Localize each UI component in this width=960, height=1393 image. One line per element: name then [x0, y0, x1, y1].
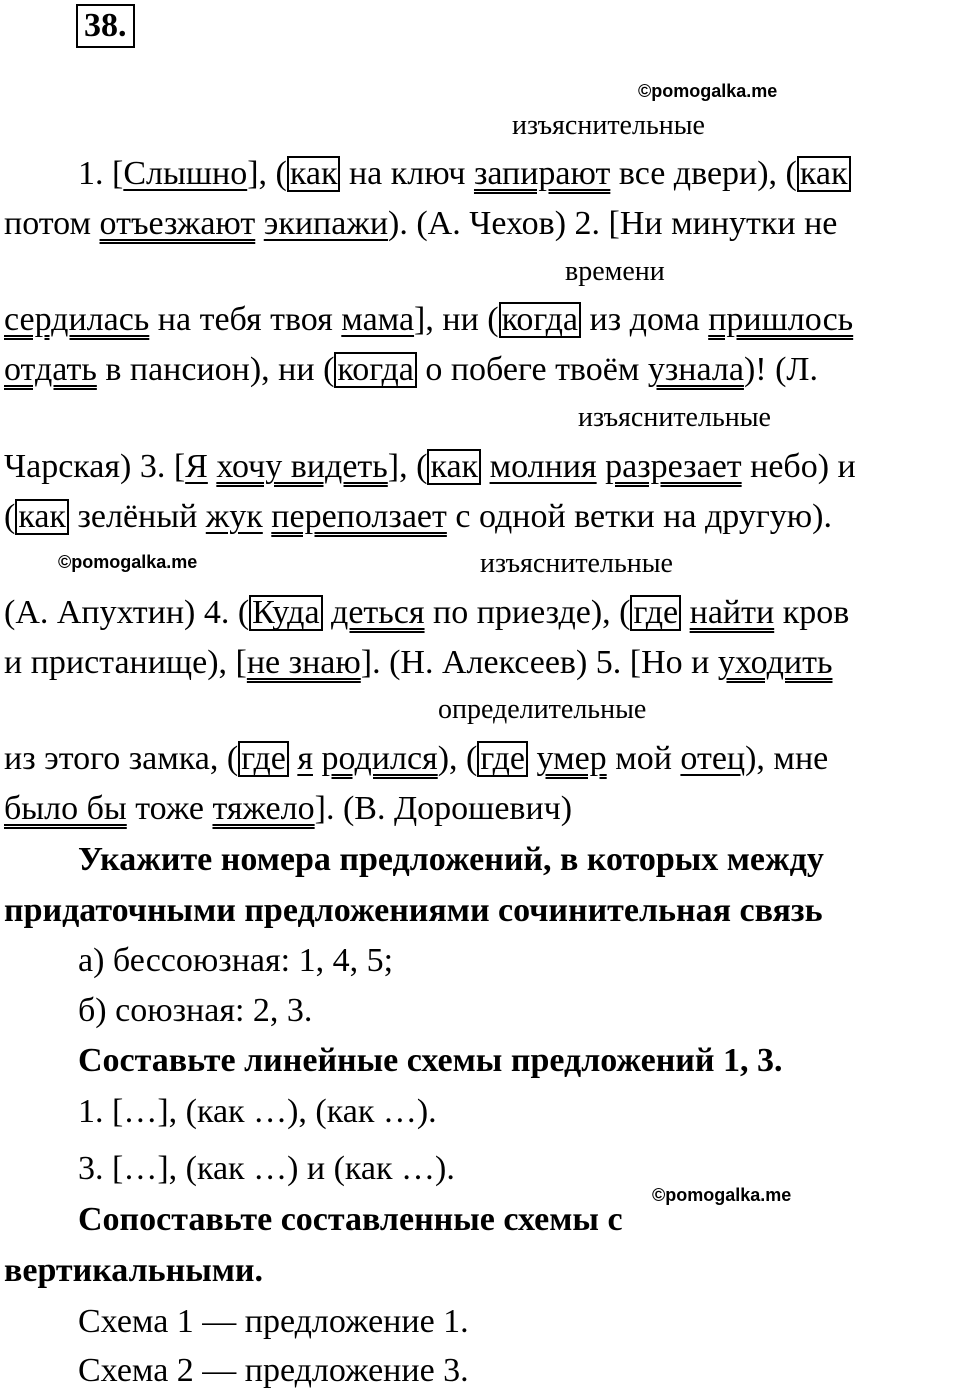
- scheme-line: 1. […], (как …), (как …).: [78, 1093, 437, 1130]
- predicate: не знаю: [246, 644, 361, 681]
- predicate: умер: [536, 740, 607, 777]
- subject: жук: [205, 498, 263, 535]
- watermark: ©pomogalka.me: [652, 1185, 792, 1205]
- question-heading: Укажите номера предложений, в которых между: [78, 841, 824, 878]
- subject: экипажи: [263, 205, 389, 242]
- predicate: уходить: [717, 644, 833, 681]
- conjunction-box: где: [238, 741, 289, 777]
- conjunction-box: когда: [499, 302, 581, 338]
- predicate: разрезает: [605, 448, 742, 485]
- conjunction-box: как: [15, 499, 69, 535]
- text-line: было бы тоже тяжело]. (В. Дорошевич): [4, 790, 573, 827]
- conjunction-box: как: [797, 156, 851, 192]
- task-number: 38.: [76, 4, 135, 48]
- subject: мама: [341, 301, 415, 338]
- annotation-label: определительные: [438, 694, 647, 725]
- conjunction-box: где: [630, 595, 681, 631]
- text-line: (как зелёный жук переползает с одной ветки на другую).: [4, 498, 832, 535]
- annotation-label: изъяснительные: [512, 110, 705, 141]
- answer-line: Схема 2 — предложение 3.: [78, 1352, 469, 1389]
- watermark: ©pomogalka.me: [58, 552, 198, 572]
- text-line: потом отъезжают экипажи). (А. Чехов) 2. [Ни минутки не: [4, 205, 838, 242]
- predicate: найти: [689, 594, 775, 631]
- text-line: 1. [Слышно], (как на ключ запирают все двери), (как: [78, 154, 851, 194]
- text-line: и пристанище), [не знаю]. (Н. Алексеев) 5. [Но и уходить: [4, 644, 833, 681]
- question-heading: Сопоставьте составленные схемы с: [78, 1201, 623, 1238]
- question-heading: вертикальными.: [4, 1252, 264, 1289]
- predicate: деться: [331, 594, 425, 631]
- predicate: было бы: [4, 790, 127, 827]
- conjunction-box: как: [287, 156, 341, 192]
- subject: отец: [680, 740, 746, 777]
- subject: Я: [185, 448, 208, 485]
- predicate: отдать: [4, 351, 97, 388]
- predicate: пришлось: [708, 301, 854, 338]
- predicate: узнала: [647, 351, 744, 388]
- predicate: Слышно: [123, 155, 248, 192]
- subject: молния: [489, 448, 597, 485]
- question-heading: Составьте линейные схемы предложений 1, 3.: [78, 1042, 783, 1079]
- scheme-line: 3. […], (как …) и (как …).: [78, 1150, 455, 1187]
- conjunction-box: как: [427, 449, 481, 485]
- answer-line: б) союзная: 2, 3.: [78, 992, 313, 1029]
- predicate: сердилась: [4, 301, 150, 338]
- answer-line: Схема 1 — предложение 1.: [78, 1303, 469, 1340]
- annotation-label: времени: [565, 256, 665, 287]
- text-line: отдать в пансион), ни (когда о побеге твоём узнала)! (Л.: [4, 351, 818, 388]
- predicate: отъезжают: [99, 205, 256, 242]
- annotation-label: изъяснительные: [480, 548, 673, 579]
- predicate: тяжело: [212, 790, 315, 827]
- text-line: сердилась на тебя твоя мама], ни (когда из дома пришлось: [4, 301, 854, 338]
- text-line: (А. Апухтин) 4. (Куда деться по приезде), (где найти кров: [4, 594, 850, 631]
- predicate: родился: [321, 740, 438, 777]
- watermark: ©pomogalka.me: [638, 81, 778, 101]
- text-line: Чарская) 3. [Я хочу видеть], (как молния разрезает небо) и: [4, 448, 856, 485]
- predicate: хочу видеть: [216, 448, 388, 485]
- answer-line: а) бессоюзная: 1, 4, 5;: [78, 942, 394, 979]
- text-line: из этого замка, (где я родился), (где умер мой отец), мне: [4, 740, 829, 777]
- conjunction-box: когда: [334, 352, 416, 388]
- predicate: запирают: [473, 155, 611, 192]
- question-heading: придаточными предложениями сочинительная связь: [4, 892, 823, 929]
- conjunction-box: Куда: [249, 595, 322, 631]
- conjunction-box: где: [477, 741, 528, 777]
- annotation-label: изъяснительные: [578, 402, 771, 433]
- subject: я: [297, 740, 313, 777]
- predicate: переползает: [271, 498, 447, 535]
